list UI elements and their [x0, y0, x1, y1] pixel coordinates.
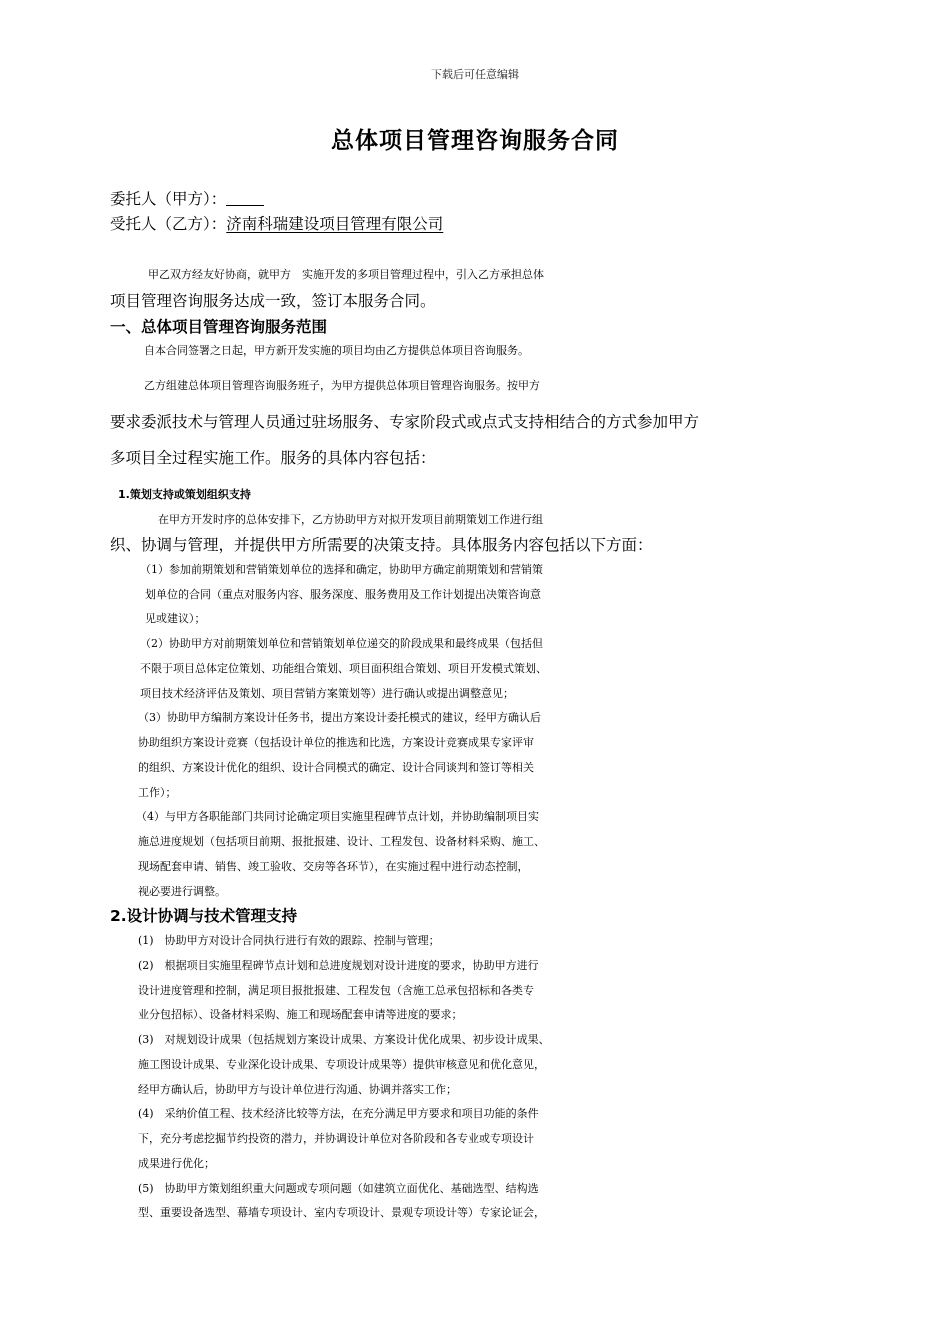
- body-line: 织、协调与管理，并提供甲方所需要的决策支持。具体服务内容包括以下方面：: [110, 536, 653, 554]
- list-item-line: 见或建议）；: [145, 612, 206, 625]
- list-item-line: 的组织、方案设计优化的组织、设计合同模式的确定、设计合同谈判和签订等相关: [138, 761, 534, 774]
- party-a-blank: [226, 189, 264, 206]
- list-item-line: 设计进度管理和控制，满足项目报批报建、工程发包（含施工总承包招标和各类专: [138, 984, 534, 997]
- list-item-line: (3) 对规划设计成果（包括规划方案设计成果、方案设计优化成果、初步设计成果、: [138, 1033, 550, 1046]
- body-line: 乙方组建总体项目管理咨询服务班子，为甲方提供总体项目管理咨询服务。按甲方: [144, 379, 540, 392]
- section-heading: 一、总体项目管理咨询服务范围: [110, 318, 328, 336]
- subsection-heading: 2.设计协调与技术管理支持: [110, 907, 298, 925]
- party-b-label: 受托人（乙方）：: [110, 215, 227, 233]
- list-item-line: 划单位的合同（重点对服务内容、服务深度、服务费用及工作计划提出决策咨询意: [145, 588, 541, 601]
- list-item-line: 工作）；: [138, 786, 177, 799]
- party-a-label: 委托人（甲方）：: [110, 190, 227, 208]
- intro-line: 甲乙双方经友好协商，就甲方 实施开发的多项目管理过程中，引入乙方承担总体: [148, 268, 544, 281]
- list-item-line: （3）协助甲方编制方案设计任务书，提出方案设计委托模式的建议，经甲方确认后: [138, 711, 541, 724]
- party-b-line: [110, 211, 850, 237]
- list-item-line: (4) 采纳价值工程、技术经济比较等方法，在充分满足甲方要求和项目功能的条件: [138, 1107, 539, 1120]
- list-item-line: 施总进度规划（包括项目前期、报批报建、设计、工程发包、设备材料采购、施工、: [138, 835, 545, 848]
- list-item-line: （1）参加前期策划和营销策划单位的选择和确定，协助甲方确定前期策划和营销策: [140, 563, 543, 576]
- list-item-line: 型、重要设备选型、幕墙专项设计、室内专项设计、景观专项设计等）专家论证会，: [138, 1206, 545, 1219]
- body-line: 自本合同签署之日起，甲方新开发实施的项目均由乙方提供总体项目咨询服务。: [144, 344, 529, 357]
- document-title: 总体项目管理咨询服务合同: [331, 128, 619, 154]
- body-line: 要求委派技术与管理人员通过驻场服务、专家阶段式或点式支持相结合的方式参加甲方: [110, 413, 700, 431]
- subsection-heading: 1.策划支持或策划组织支持: [118, 488, 251, 501]
- list-item-line: 项目技术经济评估及策划、项目营销方案策划等）进行确认或提出调整意见；: [140, 687, 514, 700]
- list-item-line: （4）与甲方各职能部门共同讨论确定项目实施里程碑节点计划，并协助编制项目实: [136, 810, 539, 823]
- body-line: 多项目全过程实施工作。服务的具体内容包括：: [110, 449, 436, 467]
- list-item-line: 不限于项目总体定位策划、功能组合策划、项目面积组合策划、项目开发模式策划、: [140, 662, 547, 675]
- intro-line: 项目管理咨询服务达成一致，签订本服务合同。: [110, 292, 436, 310]
- page-header: 下载后可任意编辑: [431, 68, 519, 81]
- list-item-line: （2）协助甲方对前期策划单位和营销策划单位递交的阶段成果和最终成果（包括但: [140, 637, 543, 650]
- party-a-line: [110, 186, 850, 212]
- party-b-name: 济南科瑞建设项目管理有限公司: [226, 215, 444, 233]
- list-item-line: 施工图设计成果、专业深化设计成果、专项设计成果等）提供审核意见和优化意见，: [138, 1058, 545, 1071]
- list-item-line: 协助组织方案设计竞赛（包括设计单位的推选和比选，方案设计竞赛成果专家评审: [138, 736, 534, 749]
- list-item-line: 业分包招标）、设备材料采购、施工和现场配套申请等进度的要求；: [138, 1008, 463, 1021]
- list-item-line: (2) 根据项目实施里程碑节点计划和总进度规划对设计进度的要求，协助甲方进行: [138, 959, 539, 972]
- list-item-line: 经甲方确认后，协助甲方与设计单位进行沟通、协调并落实工作；: [138, 1083, 457, 1096]
- list-item-line: 成果进行优化；: [138, 1157, 215, 1170]
- list-item-line: 现场配套申请、销售、竣工验收、交房等各环节），在实施过程中进行动态控制，: [138, 860, 529, 873]
- list-item-line: (1) 协助甲方对设计合同执行进行有效的跟踪、控制与管理；: [138, 934, 440, 947]
- body-line: 在甲方开发时序的总体安排下，乙方协助甲方对拟开发项目前期策划工作进行组: [158, 513, 543, 526]
- list-item-line: (5) 协助甲方策划组织重大问题或专项问题（如建筑立面优化、基础选型、结构选: [138, 1182, 539, 1195]
- list-item-line: 视必要进行调整。: [138, 885, 226, 898]
- list-item-line: 下，充分考虑挖掘节约投资的潜力，并协调设计单位对各阶段和各专业或专项设计: [138, 1132, 534, 1145]
